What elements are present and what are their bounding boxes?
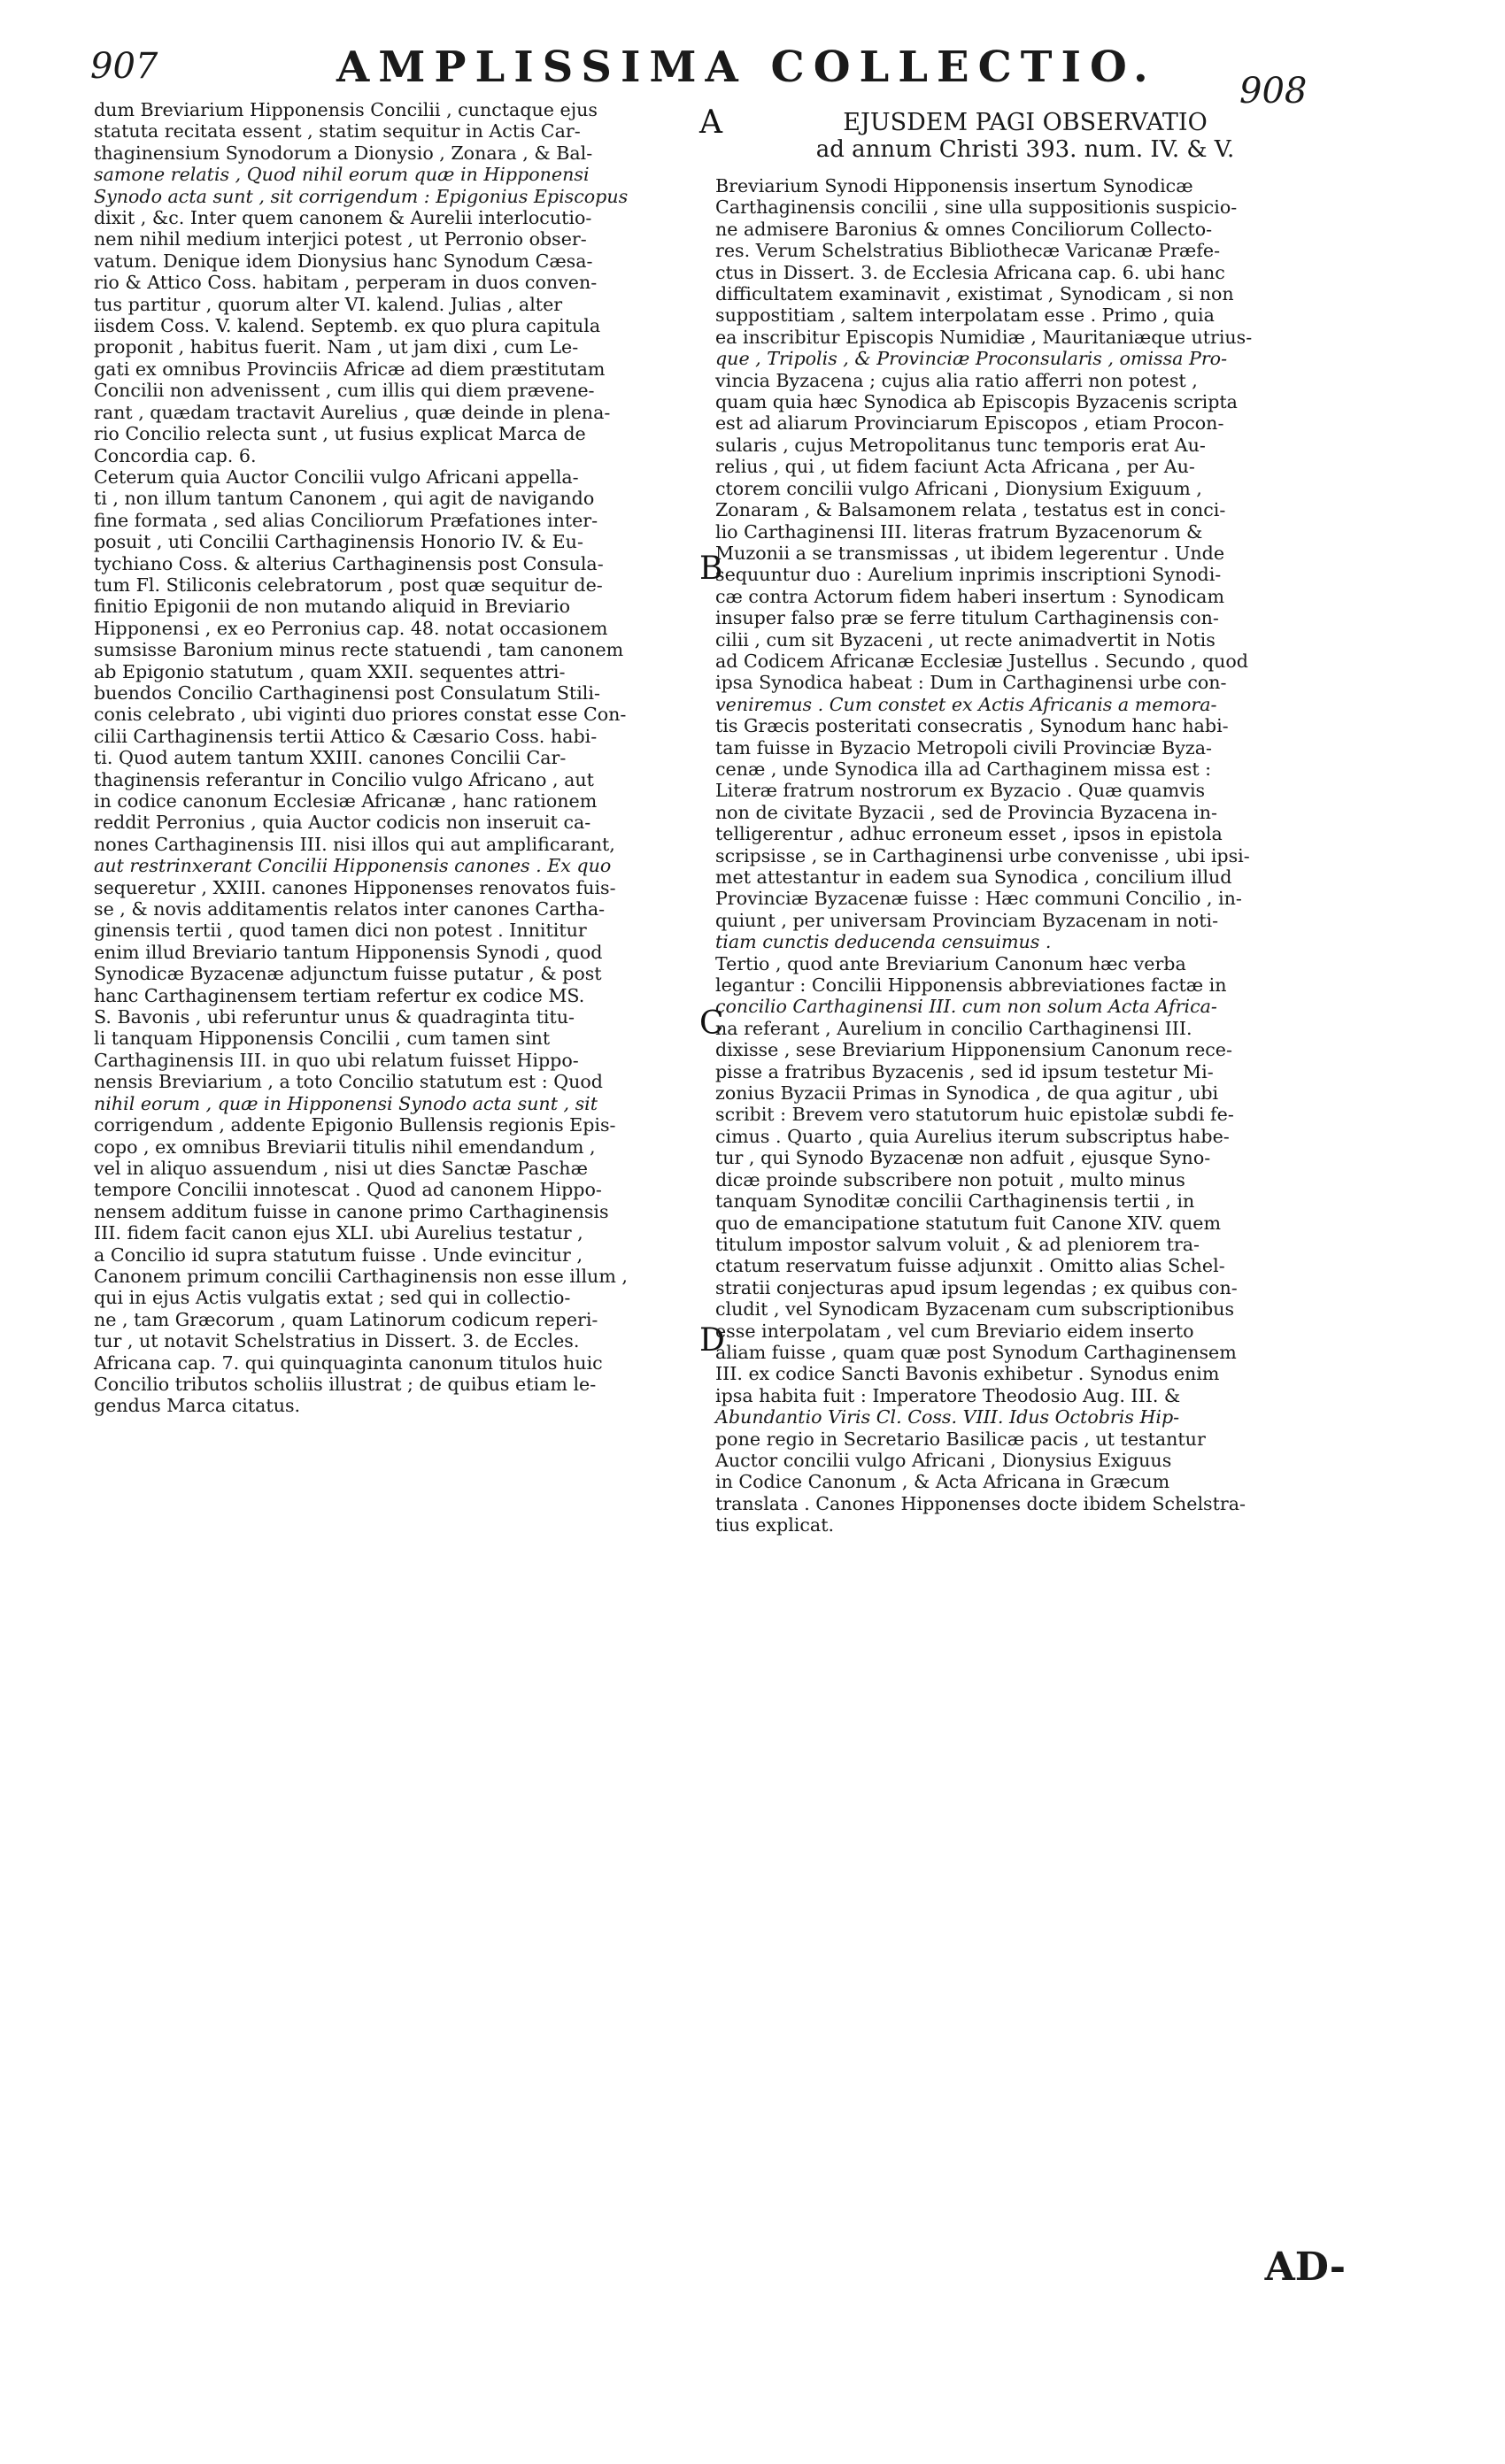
text-line: dixit , &c. Inter quem canonem & Aurelii interlocutio- — [94, 207, 592, 229]
text-line: Zonaram , & Balsamonem relata , testatus est in conci- — [715, 499, 1226, 521]
text-line: nensem additum fuisse in canone primo Carthaginensis — [94, 1200, 609, 1222]
text-line: non de civitate Byzacii , sed de Provincia Byzacena in- — [715, 801, 1217, 823]
text-line: ctus in Dissert. 3. de Ecclesia Africana cap. 6. ubi hanc — [715, 261, 1225, 283]
text-line: Concilii non advenissent , cum illis qui diem prævene- — [94, 380, 595, 402]
text-line: ginensis tertii , quod tamen dici non potest . Innititur — [94, 920, 587, 942]
text-line: buendos Concilio Carthaginensi post Consulatum Stili- — [94, 681, 600, 704]
text-line: vincia Byzacena ; cujus alia ratio afferri non potest , — [715, 369, 1198, 391]
text-line: pone regio in Secretario Basilicæ pacis , ut testantur — [715, 1428, 1206, 1450]
text-line: III. fidem facit canon ejus XLI. ubi Aurelius testatur , — [94, 1222, 583, 1244]
text-line: ea inscribitur Episcopis Numidiæ , Mauritaniæque utrius- — [715, 326, 1253, 348]
text-line: na referant , Aurelium in concilio Carthaginensi III. — [715, 1017, 1192, 1039]
text-line: ipsa Synodica habeat : Dum in Carthaginensi urbe con- — [715, 672, 1227, 694]
text-line: dixisse , sese Breviarium Hipponensium Canonum rece- — [715, 1039, 1232, 1061]
text-line: zonius Byzacii Primas in Synodica , de qua agitur , ubi — [715, 1082, 1219, 1105]
text-line: cilii , cum sit Byzaceni , ut recte animadvertit in Notis — [715, 628, 1216, 651]
text-line: suppostitiam , saltem interpolatam esse . Primo , quia — [715, 304, 1215, 327]
text-line: a Concilio id supra statutum fuisse . Unde evincitur , — [94, 1244, 583, 1266]
text-line: ad Codicem Africanæ Ecclesiæ Justellus . Secundo , quod — [715, 650, 1248, 672]
right-text-column — [715, 110, 1335, 1536]
text-line: vel in aliquo assuendum , nisi ut dies Sanctæ Paschæ — [94, 1157, 588, 1179]
text-line: ctorem concilii vulgo Africani , Dionysium Exiguum , — [715, 477, 1202, 499]
text-line: samone relatis , Quod nihil eorum quæ in Hipponensi — [94, 164, 590, 186]
text-line: se , & novis additamentis relatos inter canones Cartha- — [94, 898, 606, 920]
text-line: Ceterum quia Auctor Concilii vulgo Africani appella- — [94, 466, 579, 488]
text-line: tius explicat. — [715, 1514, 835, 1536]
text-line: tis Græcis posteritati consecratis , Synodum hanc habi- — [715, 715, 1229, 737]
text-line: corrigendum , addente Epigonio Bullensis regionis Epis- — [94, 1114, 616, 1136]
text-line: Synodicæ Byzacenæ adjunctum fuisse putatur , & post — [94, 963, 602, 985]
text-line: ne , tam Græcorum , quam Latinorum codicum reperi- — [94, 1308, 598, 1330]
text-line: copo , ex omnibus Breviarii titulis nihil emendandum , — [94, 1136, 596, 1158]
margin-letter-b: B — [699, 551, 723, 587]
text-line: sumsisse Baronium minus recte statuendi , tam canonem — [94, 639, 624, 661]
text-line: S. Bavonis , ubi referuntur unus & quadraginta titu- — [94, 1006, 575, 1028]
text-line: titulum impostor salvum voluit , & ad pleniorem tra- — [715, 1233, 1200, 1255]
text-line: tus partitur , quorum alter VI. kalend. Julias , alter — [94, 293, 563, 315]
text-line: Breviarium Synodi Hipponensis insertum Synodicæ — [715, 175, 1193, 196]
text-line: tur , qui Synodo Byzacenæ non adfuit , ejusque Syno- — [715, 1147, 1211, 1169]
text-line: tanquam Synoditæ concilii Carthaginensis tertii , in — [715, 1190, 1195, 1213]
text-line: sequeretur , XXIII. canones Hipponenses renovatos fuis- — [94, 876, 616, 898]
text-line: telligerentur , adhuc erroneum esset , ipsos in epistola — [715, 823, 1223, 845]
text-line: tur , ut notavit Schelstratius in Dissert. 3. de Eccles. — [94, 1330, 580, 1352]
text-line: in Codice Canonum , & Acta Africana in Græcum — [715, 1471, 1170, 1493]
text-line: sularis , cujus Metropolitanus tunc temporis erat Au- — [715, 434, 1206, 456]
text-line: sequuntur duo : Aurelium inprimis inscriptioni Synodi- — [715, 564, 1222, 586]
text-line: tychiano Coss. & alterius Carthaginensis post Consula- — [94, 552, 604, 574]
text-line: scribit : Brevem vero statutorum huic epistolæ subdi fe- — [715, 1104, 1234, 1126]
margin-letter-d: D — [699, 1322, 725, 1359]
text-line: Provinciæ Byzacenæ fuisse : Hæc communi Concilio , in- — [715, 888, 1242, 910]
page-number-right: 908 — [1239, 71, 1308, 112]
text-line: vatum. Denique idem Dionysius hanc Synodum Cæsa- — [94, 250, 593, 272]
text-line: nem nihil medium interjici potest , ut Perronio obser- — [94, 228, 587, 250]
observatio-body — [715, 175, 1335, 1536]
observatio-title: EJUSDEM PAGI OBSERVATIO — [843, 109, 1208, 136]
text-line: lio Carthaginensi III. literas fratrum Byzacenorum & — [715, 520, 1203, 543]
margin-letter-c: C — [699, 1005, 724, 1042]
running-title: AMPLISSIMA COLLECTIO. — [336, 42, 1157, 92]
text-line: finitio Epigonii de non mutando aliquid in Breviario — [94, 596, 570, 618]
text-line: nensis Breviarium , a toto Concilio statutum est : Quod — [94, 1071, 603, 1093]
text-line: Tertio , quod ante Breviarium Canonum hæc verba — [715, 952, 1186, 974]
text-line: Muzonii a se transmissas , ut ibidem legerentur . Unde — [715, 542, 1225, 564]
text-line: pisse a fratribus Byzacenis , sed id ipsum testetur Mi- — [715, 1060, 1214, 1082]
text-line: tempore Concilii innotescat . Quod ad canonem Hippo- — [94, 1179, 602, 1201]
text-line: stratii conjecturas apud ipsum legendas ; ex quibus con- — [715, 1276, 1238, 1298]
text-line: Carthaginensis concilii , sine ulla suppositionis suspicio- — [715, 196, 1238, 219]
text-line: tum Fl. Stiliconis celebratorum , post quæ sequitur de- — [94, 574, 603, 596]
text-line: cludit , vel Synodicam Byzacenam cum subscriptionibus — [715, 1298, 1235, 1321]
text-line: ab Epigonio statutum , quam XXII. sequentes attri- — [94, 660, 566, 682]
page-number-left: 907 — [90, 46, 158, 87]
text-line: legantur : Concilii Hipponensis abbreviationes factæ in — [715, 974, 1227, 997]
text-line: nihil eorum , quæ in Hipponensi Synodo acta sunt , sit — [94, 1092, 598, 1114]
text-line: veniremus . Cum constet ex Actis Africanis a memora- — [715, 693, 1217, 715]
text-line: posuit , uti Concilii Carthaginensis Honorio IV. & Eu- — [94, 531, 583, 553]
text-line: res. Verum Schelstratius Bibliothecæ Varicanæ Præfe- — [715, 240, 1221, 262]
text-line: est ad aliarum Provinciarum Episcopos , etiam Procon- — [715, 412, 1224, 435]
text-line: III. ex codice Sancti Bavonis exhibetur . Synodus enim — [715, 1363, 1220, 1385]
catchword: AD- — [1264, 2245, 1346, 2290]
text-line: gati ex omnibus Provinciis Africæ ad diem præstitutam — [94, 358, 606, 380]
text-line: qui in ejus Actis vulgatis extat ; sed qui in collectio- — [94, 1287, 571, 1309]
margin-letter-a: A — [699, 104, 722, 141]
text-line: translata . Canones Hipponenses docte ibidem Schelstra- — [715, 1492, 1246, 1514]
text-line: Africana cap. 7. qui quinquaginta canonum titulos huic — [94, 1351, 603, 1374]
text-line: rant , quædam tractavit Aurelius , quæ deinde in plena- — [94, 401, 611, 423]
text-line: li tanquam Hipponensis Concilii , cum tamen sint — [94, 1028, 551, 1050]
text-line: ipsa habita fuit : Imperatore Theodosio Aug. III. & — [715, 1384, 1181, 1406]
text-line: quiunt , per universam Provinciam Byzacenam in noti- — [715, 909, 1219, 931]
text-line: proponit , habitus fuerit. Nam , ut jam dixi , cum Le- — [94, 336, 579, 358]
text-line: tam fuisse in Byzacio Metropoli civili Provinciæ Byza- — [715, 736, 1212, 758]
text-line: esse interpolatam , vel cum Breviario eidem inserto — [715, 1320, 1194, 1342]
text-line: thaginensis referantur in Concilio vulgo Africano , aut — [94, 768, 594, 790]
text-line: Literæ fratrum nostrorum ex Byzacio . Quæ quamvis — [715, 780, 1206, 802]
text-line: insuper falso præ se ferre titulum Carthaginensis con- — [715, 607, 1219, 629]
text-line: statuta recitata essent , statim sequitur in Actis Car- — [94, 120, 581, 142]
text-line: aut restrinxerant Concilii Hipponensis canones . Ex quo — [94, 855, 612, 877]
text-line: que , Tripolis , & Provinciæ Proconsularis , omissa Pro- — [715, 348, 1228, 370]
text-line: Hipponensi , ex eo Perronius cap. 48. notat occasionem — [94, 617, 608, 639]
left-text-column — [94, 99, 696, 1417]
text-line: difficultatem examinavit , existimat , Synodicam , si non — [715, 283, 1234, 305]
text-line: in codice canonum Ecclesiæ Africanæ , hanc rationem — [94, 790, 598, 812]
text-line: dum Breviarium Hipponensis Concilii , cunctaque ejus — [94, 99, 598, 120]
text-line: enim illud Breviario tantum Hipponensis Synodi , quod — [94, 941, 603, 963]
text-line: dicæ proinde subscribere non potuit , multo minus — [715, 1168, 1185, 1190]
text-line: ti , non illum tantum Canonem , qui agit de navigando — [94, 488, 595, 510]
text-line: met attestantur in eadem sua Synodica , concilium illud — [715, 866, 1232, 888]
text-line: ctatum reservatum fuisse adjunxit . Omitto alias Schel- — [715, 1255, 1225, 1277]
text-line: iisdem Coss. V. kalend. Septemb. ex quo plura capitula — [94, 315, 601, 337]
text-line: scripsisse , se in Carthaginensi urbe convenisse , ubi ipsi- — [715, 844, 1250, 866]
text-line: reddit Perronius , quia Auctor codicis non inseruit ca- — [94, 812, 591, 834]
text-line: cæ contra Actorum fidem haberi insertum : Synodicam — [715, 585, 1224, 607]
text-line: ti. Quod autem tantum XXIII. canones Concilii Car- — [94, 747, 567, 769]
text-line: Synodo acta sunt , sit corrigendum : Epigonius Episcopus — [94, 185, 629, 207]
text-line: aliam fuisse , quam quæ post Synodum Carthaginensem — [715, 1341, 1237, 1363]
text-line: cenæ , unde Synodica illa ad Carthaginem missa est : — [715, 758, 1212, 780]
text-line: concilio Carthaginensi III. cum non solum Acta Africa- — [715, 996, 1217, 1018]
text-line: hanc Carthaginensem tertiam refertur ex codice MS. — [94, 984, 585, 1006]
text-line: rio & Attico Coss. habitam , perperam in duos conven- — [94, 272, 598, 294]
text-line: Concordia cap. 6. — [94, 444, 257, 466]
text-line: Canonem primum concilii Carthaginensis non esse illum , — [94, 1265, 628, 1287]
text-line: ne admisere Baronius & omnes Conciliorum Collecto- — [715, 218, 1213, 240]
text-line: cilii Carthaginensis tertii Attico & Cæsario Coss. habi- — [94, 725, 598, 747]
text-line: tiam cunctis deducenda censuimus . — [715, 931, 1052, 953]
text-line: quo de emancipatione statutum fuit Canone XIV. quem — [715, 1212, 1221, 1234]
text-line: Carthaginensis III. in quo ubi relatum fuisset Hippo- — [94, 1049, 579, 1071]
text-line: conis celebrato , ubi viginti duo priores constat esse Con- — [94, 704, 627, 726]
text-line: Abundantio Viris Cl. Coss. VIII. Idus Octobris Hip- — [715, 1406, 1180, 1428]
text-line: Concilio tributos scholiis illustrat ; de quibus etiam le- — [94, 1373, 597, 1395]
text-line: cimus . Quarto , quia Aurelius iterum subscriptus habe- — [715, 1125, 1230, 1147]
observatio-subtitle: ad annum Christi 393. num. IV. & V. — [815, 136, 1235, 163]
text-line: relius , qui , ut fidem faciunt Acta Africana , per Au- — [715, 456, 1195, 478]
text-line: quam quia hæc Synodica ab Episcopis Byzacenis scripta — [715, 391, 1238, 413]
text-line: Auctor concilii vulgo Africani , Dionysius Exiguus — [715, 1449, 1172, 1471]
text-line: gendus Marca citatus. — [94, 1395, 301, 1417]
text-line: fine formata , sed alias Conciliorum Præfationes inter- — [94, 509, 598, 531]
text-line: thaginensium Synodorum a Dionysio , Zonara , & Bal- — [94, 142, 593, 164]
text-line: rio Concilio relecta sunt , ut fusius explicat Marca de — [94, 423, 586, 445]
text-line: nones Carthaginensis III. nisi illos qui aut amplificarant, — [94, 833, 615, 855]
